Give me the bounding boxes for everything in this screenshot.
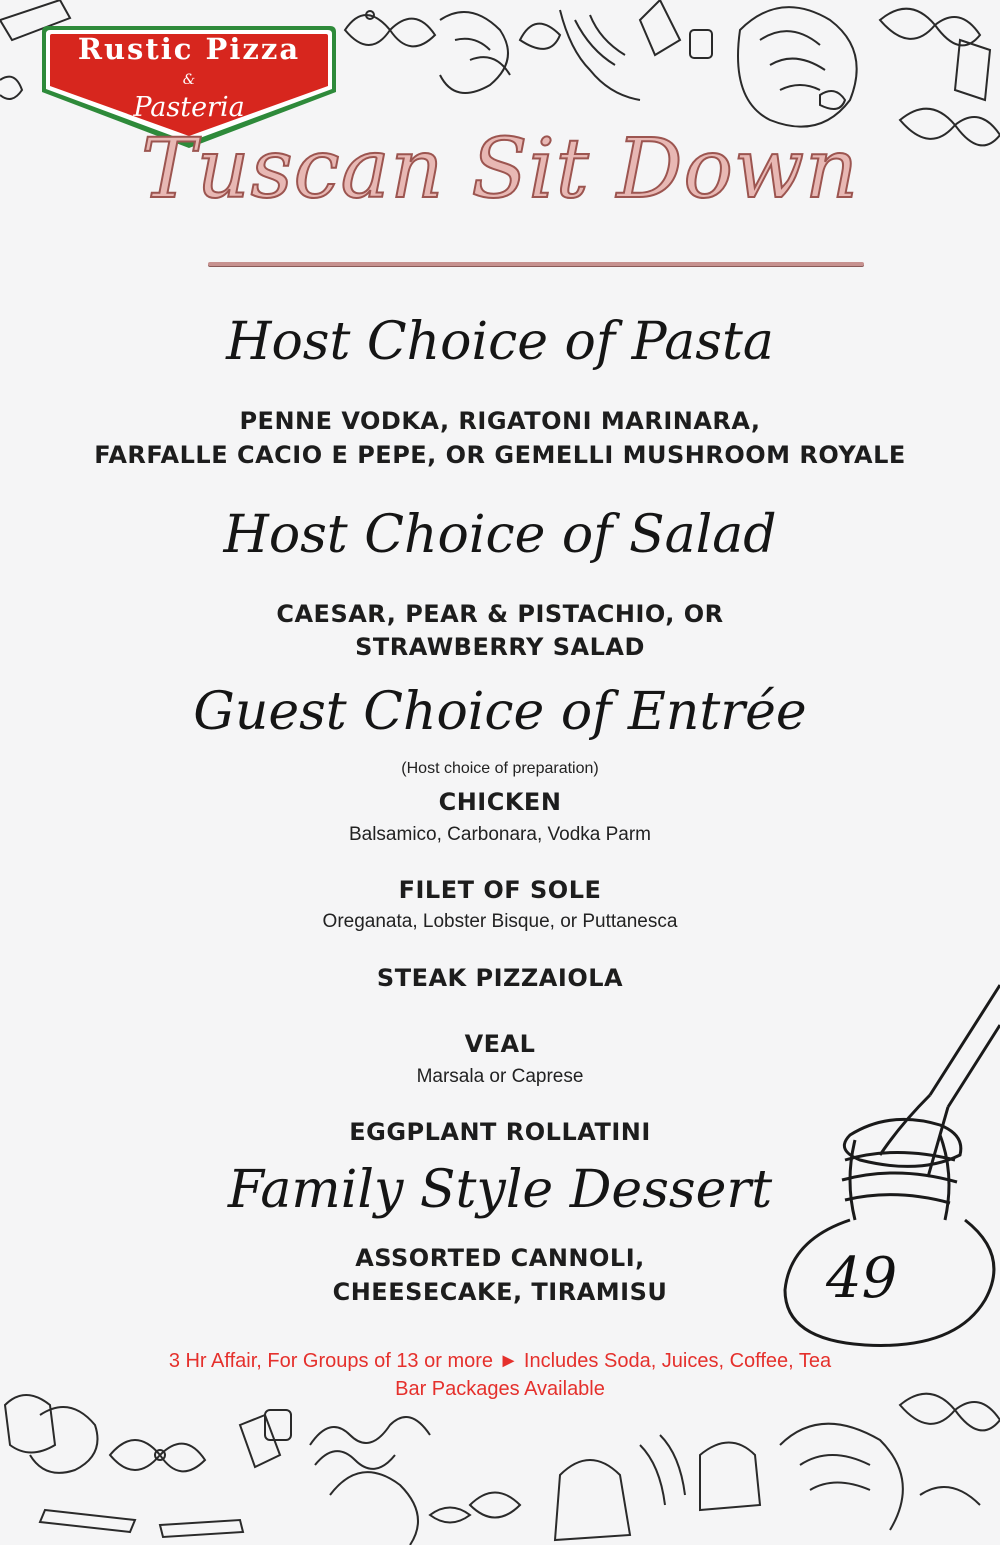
entree-desc-sole: Oreganata, Lobster Bisque, or Puttanesca (322, 911, 678, 932)
salad-heading: Host Choice of Salad (223, 505, 777, 565)
entree-item-sole: FILET OF SOLE (398, 876, 602, 904)
pasta-doodle-icon (5, 1394, 1000, 1545)
dessert-heading: Family Style Dessert (227, 1160, 773, 1220)
menu-title: Tuscan Sit Down (141, 122, 859, 217)
salad-line-2: STRAWBERRY SALAD (355, 633, 645, 661)
entree-item-steak: STEAK PIZZAIOLA (376, 964, 624, 992)
pasta-heading: Host Choice of Pasta (226, 312, 774, 372)
entree-desc-chicken: Balsamico, Carbonara, Vodka Parm (348, 824, 652, 845)
footer-line-1: 3 Hr Affair, For Groups of 13 or more ► Includes Soda, Juices, Coffee, Tea (168, 1350, 832, 1372)
pasta-line-2: FARFALLE CACIO E PEPE, OR GEMELLI MUSHROOM ROYALE (94, 441, 906, 469)
entree-note: (Host choice of preparation) (401, 760, 599, 777)
title-divider (208, 262, 864, 266)
logo-ampersand: & (182, 72, 196, 88)
pasta-doodles-bottom (0, 1385, 1000, 1545)
pasta-line-1: PENNE VODKA, RIGATONI MARINARA, (239, 407, 761, 435)
logo-subtitle: Pasteria (133, 92, 245, 123)
dessert-line-1: ASSORTED CANNOLI, (355, 1244, 645, 1272)
salad-line-1: CAESAR, PEAR & PISTACHIO, OR (276, 600, 724, 628)
entree-item-eggplant: EGGPLANT ROLLATINI (349, 1118, 651, 1146)
entree-heading: Guest Choice of Entrée (193, 682, 807, 742)
logo-name: Rustic Pizza (77, 32, 301, 66)
price-label: 49 (826, 1246, 898, 1311)
entree-item-veal: VEAL (464, 1030, 536, 1058)
dessert-line-2: CHEESECAKE, TIRAMISU (332, 1278, 668, 1306)
footer-line-2: Bar Packages Available (395, 1378, 605, 1400)
entree-item-chicken: CHICKEN (438, 788, 562, 816)
entree-desc-veal: Marsala or Caprese (416, 1066, 584, 1087)
